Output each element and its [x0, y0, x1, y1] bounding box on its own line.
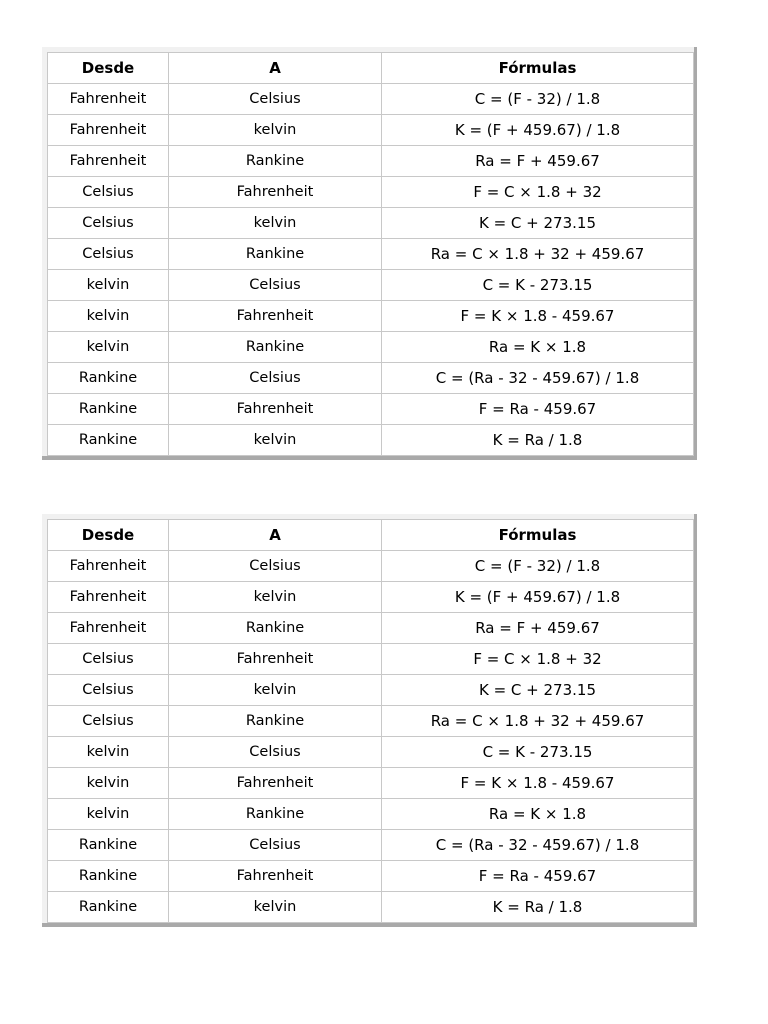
conversion-table-frame-2: [42, 514, 697, 927]
cell-from-unit: Rankine: [48, 425, 169, 456]
cell-to-unit: Rankine: [169, 706, 382, 737]
table-row: [48, 270, 694, 301]
cell-formula: K = C + 273.15: [382, 208, 694, 239]
cell-formula: C = K - 273.15: [382, 270, 694, 301]
cell-formula: K = C + 273.15: [382, 675, 694, 706]
cell-from-unit: Fahrenheit: [48, 551, 169, 582]
cell-from-unit: Rankine: [48, 861, 169, 892]
cell-to-unit: kelvin: [169, 675, 382, 706]
cell-to-unit: Rankine: [169, 613, 382, 644]
cell-from-unit: Rankine: [48, 394, 169, 425]
cell-to-unit: Rankine: [169, 239, 382, 270]
cell-formula: C = (Ra - 32 - 459.67) / 1.8: [382, 830, 694, 861]
cell-to-unit: Celsius: [169, 830, 382, 861]
cell-formula: F = C × 1.8 + 32: [382, 644, 694, 675]
cell-from-unit: Fahrenheit: [48, 582, 169, 613]
table-body: [48, 84, 694, 456]
cell-to-unit: Rankine: [169, 332, 382, 363]
cell-from-unit: kelvin: [48, 768, 169, 799]
cell-to-unit: Rankine: [169, 799, 382, 830]
table-row: [48, 799, 694, 830]
cell-from-unit: Celsius: [48, 644, 169, 675]
cell-from-unit: kelvin: [48, 332, 169, 363]
table-row: [48, 239, 694, 270]
cell-from-unit: Celsius: [48, 239, 169, 270]
cell-formula: Ra = K × 1.8: [382, 332, 694, 363]
cell-formula: F = Ra - 459.67: [382, 394, 694, 425]
cell-from-unit: Celsius: [48, 675, 169, 706]
cell-to-unit: Fahrenheit: [169, 644, 382, 675]
cell-formula: C = (F - 32) / 1.8: [382, 84, 694, 115]
cell-from-unit: kelvin: [48, 737, 169, 768]
cell-to-unit: Celsius: [169, 270, 382, 301]
header-a: A: [169, 520, 382, 551]
cell-formula: Ra = F + 459.67: [382, 613, 694, 644]
table-row: [48, 613, 694, 644]
cell-to-unit: Celsius: [169, 737, 382, 768]
cell-from-unit: Fahrenheit: [48, 146, 169, 177]
table-row: [48, 394, 694, 425]
cell-formula: Ra = K × 1.8: [382, 799, 694, 830]
table-row: [48, 146, 694, 177]
cell-from-unit: Rankine: [48, 830, 169, 861]
cell-formula: Ra = C × 1.8 + 32 + 459.67: [382, 706, 694, 737]
cell-to-unit: kelvin: [169, 425, 382, 456]
cell-formula: C = K - 273.15: [382, 737, 694, 768]
cell-from-unit: Celsius: [48, 208, 169, 239]
cell-to-unit: kelvin: [169, 582, 382, 613]
conversion-table: [47, 519, 694, 923]
cell-to-unit: kelvin: [169, 892, 382, 923]
conversion-table: [47, 52, 694, 456]
cell-to-unit: Fahrenheit: [169, 301, 382, 332]
table-header-row: [48, 53, 694, 84]
cell-to-unit: Fahrenheit: [169, 768, 382, 799]
cell-from-unit: Rankine: [48, 892, 169, 923]
cell-formula: K = (F + 459.67) / 1.8: [382, 582, 694, 613]
cell-from-unit: Celsius: [48, 177, 169, 208]
cell-from-unit: kelvin: [48, 301, 169, 332]
cell-formula: C = (F - 32) / 1.8: [382, 551, 694, 582]
cell-to-unit: Fahrenheit: [169, 394, 382, 425]
cell-formula: Ra = F + 459.67: [382, 146, 694, 177]
cell-formula: K = (F + 459.67) / 1.8: [382, 115, 694, 146]
table-row: [48, 768, 694, 799]
cell-formula: Ra = C × 1.8 + 32 + 459.67: [382, 239, 694, 270]
cell-from-unit: Celsius: [48, 706, 169, 737]
cell-formula: K = Ra / 1.8: [382, 892, 694, 923]
table-header-row: [48, 520, 694, 551]
table-row: [48, 675, 694, 706]
cell-formula: K = Ra / 1.8: [382, 425, 694, 456]
cell-to-unit: kelvin: [169, 115, 382, 146]
table-row: [48, 84, 694, 115]
table-body: [48, 551, 694, 923]
cell-from-unit: Fahrenheit: [48, 613, 169, 644]
cell-to-unit: Fahrenheit: [169, 861, 382, 892]
table-row: [48, 115, 694, 146]
cell-formula: F = K × 1.8 - 459.67: [382, 301, 694, 332]
cell-formula: F = Ra - 459.67: [382, 861, 694, 892]
header-desde: Desde: [48, 520, 169, 551]
cell-to-unit: Celsius: [169, 84, 382, 115]
table-row: [48, 737, 694, 768]
table-row: [48, 332, 694, 363]
table-row: [48, 892, 694, 923]
cell-from-unit: Fahrenheit: [48, 115, 169, 146]
header-formulas: Fórmulas: [382, 520, 694, 551]
cell-to-unit: Rankine: [169, 146, 382, 177]
cell-to-unit: kelvin: [169, 208, 382, 239]
table-row: [48, 861, 694, 892]
table-row: [48, 177, 694, 208]
table-row: [48, 301, 694, 332]
cell-formula: F = C × 1.8 + 32: [382, 177, 694, 208]
table-row: [48, 551, 694, 582]
table-row: [48, 425, 694, 456]
conversion-table-frame-1: [42, 47, 697, 460]
header-a: A: [169, 53, 382, 84]
cell-from-unit: Rankine: [48, 363, 169, 394]
table-row: [48, 582, 694, 613]
cell-formula: C = (Ra - 32 - 459.67) / 1.8: [382, 363, 694, 394]
cell-formula: F = K × 1.8 - 459.67: [382, 768, 694, 799]
table-row: [48, 208, 694, 239]
header-desde: Desde: [48, 53, 169, 84]
header-formulas: Fórmulas: [382, 53, 694, 84]
cell-from-unit: kelvin: [48, 270, 169, 301]
cell-from-unit: Fahrenheit: [48, 84, 169, 115]
cell-to-unit: Celsius: [169, 551, 382, 582]
table-row: [48, 363, 694, 394]
table-row: [48, 644, 694, 675]
table-row: [48, 830, 694, 861]
cell-to-unit: Celsius: [169, 363, 382, 394]
table-row: [48, 706, 694, 737]
cell-from-unit: kelvin: [48, 799, 169, 830]
cell-to-unit: Fahrenheit: [169, 177, 382, 208]
